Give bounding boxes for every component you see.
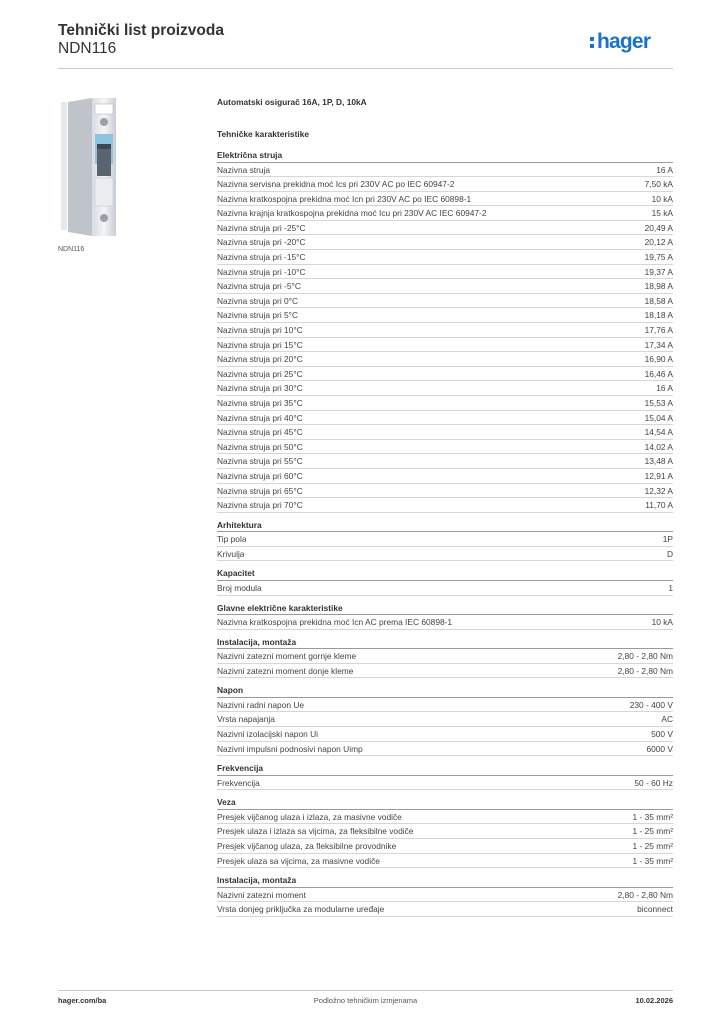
spec-row [217, 712, 673, 727]
spec-row [217, 498, 673, 513]
spec-label: Frekvencija [217, 777, 260, 788]
header-divider [58, 68, 673, 69]
footer-disclaimer: Podložno tehničkim izmjenama [313, 996, 418, 1005]
product-description: Automatski osigurač 16A, 1P, D, 10kA [217, 97, 367, 107]
spec-value: 2,80 - 2,80 Nm [617, 665, 673, 676]
spec-value: 16 A [656, 164, 673, 175]
spec-value: 18,98 A [644, 281, 673, 292]
spec-value: 1 - 25 mm² [632, 826, 673, 837]
spec-value: 2,80 - 2,80 Nm [617, 651, 673, 662]
spec-label: Tip pola [217, 534, 247, 545]
spec-value: 19,37 A [644, 266, 673, 277]
spec-label: Nazivna struja pri -20°C [217, 237, 306, 248]
spec-row [217, 727, 673, 742]
spec-label: Nazivna kratkospojna prekidna moć Icn AC prema IEC 60898-1 [217, 617, 453, 628]
spec-row [217, 776, 673, 791]
spec-label: Presjek vijčanog ulaza i izlaza, za masivne vodiče [217, 811, 402, 822]
technical-characteristics-title: Tehničke karakteristike [217, 129, 310, 139]
spec-label: Nazivni radni napon Ue [217, 699, 305, 710]
spec-row [217, 469, 673, 484]
product-code: NDN116 [58, 40, 117, 57]
spec-section [217, 795, 673, 868]
spec-row [217, 323, 673, 338]
spec-value: 12,91 A [644, 470, 673, 481]
spec-row [217, 425, 673, 440]
spec-value: 13,48 A [644, 456, 673, 467]
spec-row [217, 854, 673, 869]
spec-value: 230 - 400 V [629, 699, 673, 710]
document-header [58, 22, 673, 68]
spec-label: Nazivni zatezni moment donje kleme [217, 665, 354, 676]
spec-label: Nazivna struja pri -5°C [217, 281, 301, 292]
spec-value: 16,46 A [644, 368, 673, 379]
spec-row [217, 902, 673, 917]
spec-value: 11,70 A [645, 500, 673, 511]
spec-row [217, 367, 673, 382]
spec-row [217, 192, 673, 207]
spec-label: Nazivna struja pri 55°C [217, 456, 303, 467]
spec-value: 14,02 A [644, 441, 673, 452]
spec-label: Nazivna struja pri 5°C [217, 310, 299, 321]
spec-row [217, 532, 673, 547]
spec-section [217, 601, 673, 630]
section-title: Arhitektura [217, 518, 673, 533]
section-title: Električna struja [217, 148, 673, 163]
spec-value: 1 - 35 mm² [632, 855, 673, 866]
spec-sections [217, 148, 673, 917]
spec-row [217, 177, 673, 192]
spec-value: 10 kA [651, 193, 673, 204]
spec-label: Nazivna struja pri 60°C [217, 470, 303, 481]
spec-section [217, 761, 673, 790]
spec-label: Nazivna struja pri 15°C [217, 339, 303, 350]
spec-row [217, 888, 673, 903]
spec-value: 1 [668, 582, 673, 593]
spec-label: Nazivna struja pri 70°C [217, 500, 303, 511]
spec-label: Nazivna struja pri 65°C [217, 485, 303, 496]
spec-value: 7,50 kA [644, 179, 673, 190]
spec-value: 18,58 A [644, 295, 673, 306]
spec-row [217, 206, 673, 221]
logo-text: hager [597, 30, 651, 53]
spec-label: Nazivna struja pri 20°C [217, 354, 303, 365]
spec-label: Nazivna struja pri -10°C [217, 266, 306, 277]
section-title: Instalacija, montaža [217, 873, 673, 888]
spec-section [217, 683, 673, 756]
spec-label: Nazivni impulsni podnosivi napon Uimp [217, 743, 363, 754]
spec-label: Krivulja [217, 548, 245, 559]
spec-label: Nazivna struja pri 25°C [217, 368, 303, 379]
spec-value: D [666, 548, 673, 559]
spec-row [217, 440, 673, 455]
hager-logo [589, 28, 673, 54]
spec-value: 16 A [656, 383, 673, 394]
spec-label: Nazivna struja pri -25°C [217, 222, 306, 233]
spec-label: Nazivna struja pri 0°C [217, 295, 299, 306]
spec-value: 16,90 A [644, 354, 673, 365]
spec-row [217, 454, 673, 469]
spec-row [217, 308, 673, 323]
spec-row [217, 294, 673, 309]
spec-value: 15,53 A [644, 398, 673, 408]
spec-label: Nazivna kratkospojna prekidna moć Icn pri 230V AC po IEC 60898-1 [217, 193, 472, 204]
spec-row [217, 742, 673, 757]
spec-label: Nazivna struja pri 40°C [217, 412, 303, 423]
section-title: Glavne električne karakteristike [217, 601, 673, 616]
spec-row [217, 221, 673, 236]
spec-row [217, 547, 673, 562]
spec-value: biconnect [637, 904, 673, 915]
spec-label: Presjek vijčanog ulaza, za fleksibilne provodnike [217, 840, 397, 851]
spec-row [217, 265, 673, 280]
document-footer [58, 996, 673, 1010]
spec-label: Nazivni izolacijski napon Ui [217, 729, 319, 739]
spec-label: Nazivni zatezni moment [217, 889, 306, 900]
spec-row [217, 163, 673, 178]
spec-value: 15 kA [651, 208, 673, 219]
spec-row [217, 279, 673, 294]
spec-value: 18,18 A [644, 310, 673, 321]
spec-section [217, 635, 673, 679]
spec-label: Nazivna struja pri 10°C [217, 325, 303, 336]
spec-value: 500 V [651, 729, 673, 739]
spec-value: 1P [662, 534, 673, 545]
spec-value: 17,34 A [644, 339, 673, 350]
spec-value: 1 - 35 mm² [632, 811, 673, 822]
spec-value: 19,75 A [644, 252, 673, 263]
spec-label: Nazivna struja [217, 164, 271, 175]
spec-value: AC [661, 714, 673, 725]
spec-row [217, 810, 673, 825]
footer-website[interactable]: hager.com/ba [58, 996, 107, 1005]
spec-row [217, 484, 673, 499]
spec-row [217, 396, 673, 411]
spec-row [217, 664, 673, 679]
section-title: Kapacitet [217, 566, 673, 581]
spec-row [217, 839, 673, 854]
spec-label: Nazivna struja pri 30°C [217, 383, 303, 394]
spec-row [217, 824, 673, 839]
spec-section [217, 873, 673, 917]
spec-section [217, 148, 673, 513]
spec-row [217, 615, 673, 630]
spec-value: 2,80 - 2,80 Nm [617, 889, 673, 900]
spec-label: Nazivna krajnja kratkospojna prekidna moć Icu pri 230V AC IEC 60947-2 [217, 208, 487, 219]
spec-value: 17,76 A [644, 325, 673, 336]
footer-date: 10.02.2026 [635, 996, 673, 1005]
spec-label: Nazivna struja pri 35°C [217, 398, 303, 408]
spec-section [217, 566, 673, 595]
spec-row [217, 235, 673, 250]
spec-row [217, 352, 673, 367]
spec-value: 20,12 A [644, 237, 673, 248]
spec-row [217, 381, 673, 396]
spec-label: Presjek ulaza sa vijcima, za masivne vodiče [217, 855, 380, 866]
footer-divider [58, 990, 673, 991]
section-title: Napon [217, 683, 673, 698]
spec-label: Nazivna struja pri 45°C [217, 427, 303, 438]
spec-value: 10 kA [651, 617, 673, 628]
product-image-caption: NDN116 [58, 246, 85, 253]
spec-value: 50 - 60 Hz [634, 777, 673, 788]
product-image [58, 96, 201, 239]
spec-value: 1 - 25 mm² [632, 840, 673, 851]
document-title: Tehnički list proizvoda [58, 22, 224, 39]
specifications [217, 96, 673, 922]
spec-value: 15,04 A [644, 412, 673, 423]
spec-label: Presjek ulaza i izlaza sa vijcima, za fleksibilne vodiče [217, 826, 414, 837]
spec-row [217, 411, 673, 426]
spec-section [217, 518, 673, 562]
spec-row [217, 698, 673, 713]
spec-label: Nazivni zatezni moment gornje kleme [217, 651, 357, 662]
spec-label: Broj modula [217, 582, 262, 593]
spec-row [217, 338, 673, 353]
spec-label: Nazivna struja pri 50°C [217, 441, 303, 452]
spec-label: Nazivna struja pri -15°C [217, 252, 306, 263]
spec-value: 6000 V [646, 743, 673, 754]
section-title: Veza [217, 795, 673, 810]
section-title: Frekvencija [217, 761, 673, 776]
spec-value: 20,49 A [644, 222, 673, 233]
spec-row [217, 649, 673, 664]
spec-label: Vrsta donjeg priključka za modularne uređaje [217, 904, 385, 915]
spec-value: 12,32 A [644, 485, 673, 496]
spec-row [217, 581, 673, 596]
section-title: Instalacija, montaža [217, 635, 673, 650]
spec-row [217, 250, 673, 265]
spec-value: 14,54 A [644, 427, 673, 438]
spec-label: Nazivna servisna prekidna moć Ics pri 230V AC po IEC 60947-2 [217, 179, 455, 190]
spec-label: Vrsta napajanja [217, 714, 275, 725]
